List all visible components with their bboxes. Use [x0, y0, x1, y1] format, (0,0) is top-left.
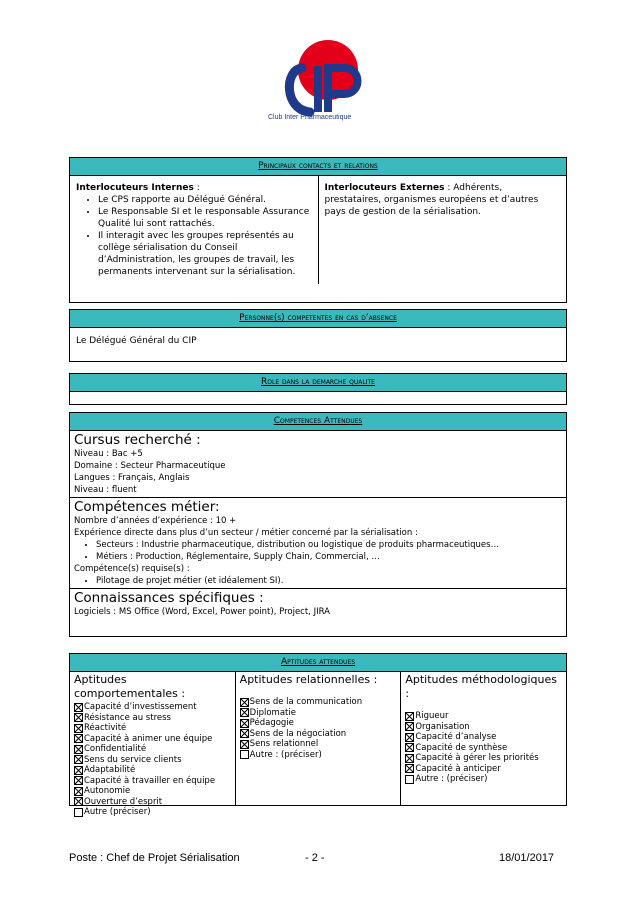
column-title: Aptitudes comportementales :: [74, 673, 186, 700]
metier-bullets: [74, 539, 562, 563]
aptitudes-col-behavioral: [70, 672, 236, 817]
list-item: • Secteurs : Industrie pharmaceutique, distribution ou logistique de produits pharmaceutiques…: [96, 539, 562, 551]
checked-box-icon[interactable]: [74, 797, 83, 806]
internal-label: Interlocuteurs Internes: [76, 183, 194, 193]
aptitude-label: Autre : (préciser): [249, 749, 322, 760]
aptitudes-header: Aptitudes attendues: [70, 654, 566, 672]
competences-header: Competences Attendues: [70, 413, 566, 431]
metier-title: Compétences métier:: [74, 499, 220, 515]
cursus-title: Cursus recherché :: [74, 432, 201, 448]
unchecked-box-icon[interactable]: [240, 750, 249, 759]
aptitude-label: Sens du service clients: [84, 754, 182, 765]
checked-box-icon[interactable]: [74, 703, 83, 712]
metier-bullets-2: [74, 575, 562, 587]
aptitude-label: Autre (préciser): [84, 807, 151, 817]
page-number: - 2 -: [305, 852, 325, 864]
aptitude-label: Rigueur: [415, 711, 449, 721]
aptitude-checkbox-row[interactable]: [405, 774, 562, 785]
aptitude-checkbox-row[interactable]: [405, 753, 562, 764]
metier-line: Compétence(s) requise(s) :: [74, 564, 190, 574]
list-item: • Le Responsable SI et le responsable Assurance Qualité lui sont rattachés.: [98, 206, 312, 230]
cursus-block: [70, 431, 566, 498]
metier-block: [70, 498, 566, 589]
external-contacts: [319, 176, 567, 284]
aptitude-label: Autre : (préciser): [415, 774, 488, 784]
aptitude-checkbox-row[interactable]: [240, 708, 397, 719]
checked-box-icon[interactable]: [74, 724, 83, 733]
aptitude-checkbox-row[interactable]: [74, 723, 231, 734]
aptitude-checkbox-row[interactable]: [74, 797, 231, 808]
checked-box-icon[interactable]: [74, 755, 83, 764]
column-title: Aptitudes méthodologiques :: [405, 673, 557, 700]
aptitudes-col-methodological: [401, 672, 566, 806]
aptitude-checkbox-row[interactable]: [74, 776, 231, 787]
specific-block: [70, 589, 566, 619]
checked-box-icon[interactable]: [405, 743, 414, 752]
aptitude-label: Capacité d’investissement: [84, 702, 197, 712]
cursus-line: Niveau : fluent: [74, 485, 137, 495]
checked-box-icon[interactable]: [240, 698, 249, 707]
external-label: Interlocuteurs Externes: [324, 183, 445, 193]
aptitude-checkbox-row[interactable]: [405, 722, 562, 733]
aptitude-label: Capacité à anticiper: [415, 763, 501, 774]
aptitude-checkbox-row[interactable]: [405, 711, 562, 722]
aptitude-checkbox-row[interactable]: [405, 764, 562, 775]
external-text: : Adhérents, prestataires, organismes européens et d’autres pays de gestion de la sérialisation.: [324, 183, 539, 217]
list-item: • Pilotage de projet métier (et idéalement SI).: [96, 575, 562, 587]
aptitude-label: Autonomie: [84, 786, 131, 796]
aptitude-label: Capacité à travailler en équipe: [84, 775, 216, 786]
aptitude-label: Capacité de synthèse: [415, 742, 508, 753]
aptitude-label: Capacité d’analyse: [415, 732, 497, 742]
aptitude-label: Sens de la communication: [249, 697, 363, 707]
column-title: Aptitudes relationnelles :: [239, 673, 378, 686]
metier-line: Expérience directe dans plus d’un secteur / métier concerné par la sérialisation :: [74, 528, 418, 538]
cursus-line: Langues : Français, Anglais: [74, 473, 190, 483]
footer-left: Poste : Chef de Projet Sérialisation: [69, 852, 240, 864]
aptitude-label: Sens relationnel: [249, 739, 319, 749]
footer-date: 18/01/2017: [499, 852, 555, 864]
metier-line: Nombre d’années d’expérience : 10 +: [74, 516, 237, 526]
aptitude-checkbox-row[interactable]: [74, 713, 231, 724]
logo-caption: Club Inter Pharmaceutique: [268, 114, 352, 121]
role-header: Role dans la demarche qualite: [70, 374, 566, 392]
checked-box-icon[interactable]: [74, 713, 83, 722]
list-item: • Il interagit avec les groupes représentés au collège sérialisation du Conseil d’Administration, les groupes de travail, les permanents intervenant sur la sérialisation.: [98, 230, 312, 278]
checked-box-icon[interactable]: [74, 745, 83, 754]
list-item: • Métiers : Production, Réglementaire, Supply Chain, Commercial, …: [96, 551, 562, 563]
checked-box-icon[interactable]: [74, 776, 83, 785]
aptitude-label: Capacité à gérer les priorités: [415, 753, 539, 763]
aptitude-checkbox-row[interactable]: [405, 743, 562, 754]
aptitudes-section: [69, 653, 567, 817]
cip-logo: [262, 32, 374, 127]
aptitude-label: Capacité à animer une équipe: [84, 733, 213, 744]
cursus-line: Domaine : Secteur Pharmaceutique: [74, 461, 226, 471]
checked-box-icon[interactable]: [405, 764, 414, 773]
checked-box-icon[interactable]: [74, 734, 83, 743]
unchecked-box-icon[interactable]: [74, 808, 83, 817]
aptitude-checkbox-row[interactable]: [240, 718, 397, 729]
absence-section: [69, 309, 567, 362]
competences-section: [69, 412, 567, 637]
checked-box-icon[interactable]: [405, 712, 414, 721]
aptitude-checkbox-row[interactable]: [74, 765, 231, 776]
aptitude-checkbox-row[interactable]: [240, 729, 397, 740]
aptitude-label: Réactivité: [84, 723, 127, 733]
aptitudes-col-relational: [236, 672, 402, 806]
aptitude-label: Diplomatie: [249, 707, 296, 718]
checked-box-icon[interactable]: [405, 722, 414, 731]
specific-line: Logiciels : MS Office (Word, Excel, Power point), Project, JIRA: [74, 607, 330, 617]
checked-box-icon[interactable]: [240, 719, 249, 728]
absence-text: Le Délégué Général du CIP: [76, 336, 197, 346]
aptitude-checkbox-row[interactable]: [240, 739, 397, 750]
list-item: • Le CPS rapporte au Délégué Général.: [98, 194, 312, 206]
aptitude-checkbox-row[interactable]: [74, 755, 231, 766]
specific-title: Connaissances spécifiques :: [74, 590, 264, 606]
checked-box-icon[interactable]: [74, 787, 83, 796]
absence-header: Personne(s) competentes en cas d’absence: [70, 310, 566, 328]
aptitude-label: Pédagogie: [249, 718, 294, 728]
internal-contacts: Interlocuteurs Internes : • Le CPS rapporte au Délégué Général. • Le Responsable SI et le responsable Assurance Qualité lui sont rattachés. • Il interagit avec les groupes représentés au collège sérialisation du Conseil d’Administration, les groupes de travail, les permanents intervenant sur la sérialisation.: [70, 176, 319, 284]
aptitude-label: Ouverture d’esprit: [84, 796, 163, 807]
aptitude-checkbox-row[interactable]: [74, 702, 231, 713]
checked-box-icon[interactable]: [405, 754, 414, 763]
aptitude-checkbox-row[interactable]: [240, 750, 397, 761]
aptitude-checkbox-row[interactable]: [74, 734, 231, 745]
internal-list: [76, 194, 312, 278]
aptitude-checkbox-row[interactable]: [74, 807, 231, 818]
role-section: [69, 373, 567, 405]
aptitude-label: Sens de la négociation: [249, 728, 347, 739]
checked-box-icon[interactable]: [405, 733, 414, 742]
aptitude-checkbox-row[interactable]: [405, 732, 562, 743]
aptitude-label: Confidentialité: [84, 744, 147, 754]
aptitude-checkbox-row[interactable]: [240, 697, 397, 708]
cursus-line: Niveau : Bac +5: [74, 449, 143, 459]
unchecked-box-icon[interactable]: [405, 775, 414, 784]
aptitude-label: Adaptabilité: [84, 765, 136, 775]
checked-box-icon[interactable]: [240, 729, 249, 738]
aptitude-checkbox-row[interactable]: [74, 744, 231, 755]
contacts-section: [69, 157, 567, 303]
aptitude-checkbox-row[interactable]: [74, 786, 231, 797]
checked-box-icon[interactable]: [240, 740, 249, 749]
aptitude-label: Résistance au stress: [84, 712, 171, 723]
contacts-header: Principaux contacts et relations: [70, 158, 566, 176]
aptitude-label: Organisation: [415, 721, 470, 732]
checked-box-icon[interactable]: [74, 766, 83, 775]
checked-box-icon[interactable]: [240, 708, 249, 717]
